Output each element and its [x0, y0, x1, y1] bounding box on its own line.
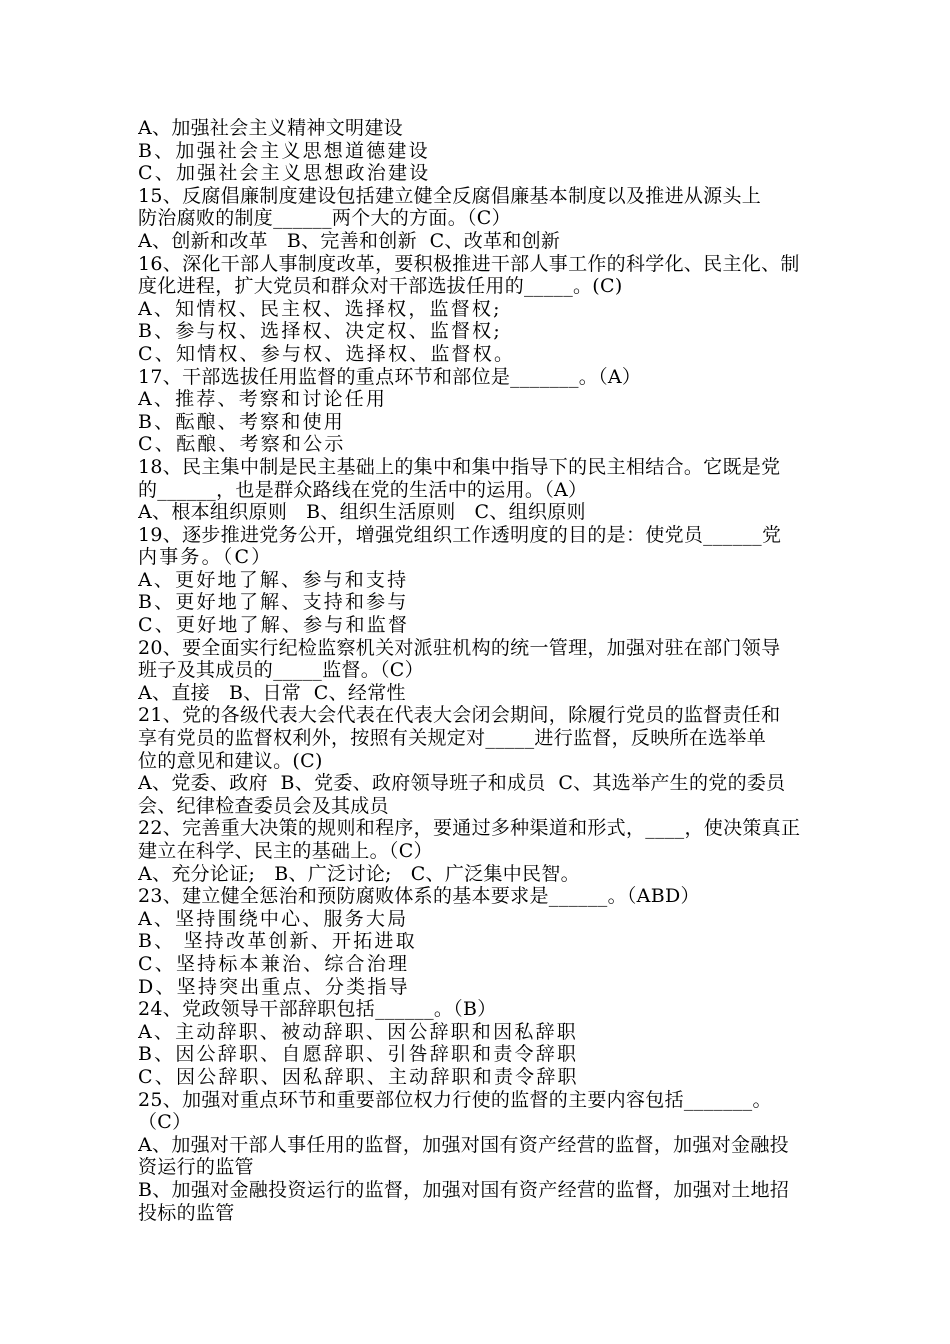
text-line: B、参与权、选择权、决定权、监督权; — [138, 320, 502, 343]
text-line: A、创新和改革 B、完善和创新 C、改革和创新 — [138, 229, 561, 252]
text-line: C、更好地了解、参与和监督 — [138, 614, 410, 637]
text-line: B、因公辞职、自愿辞职、引咎辞职和责令辞职 — [138, 1043, 579, 1066]
text-line: A、充分论证; B、广泛讨论; C、广泛集中民智。 — [138, 862, 580, 885]
question-21-text: 21、党的各级代表大会代表在代表大会闭会期间，除履行党员的监督责任和 — [138, 704, 781, 727]
question-15-text: 15、反腐倡廉制度建设包括建立健全反腐倡廉基本制度以及推进从源头上 — [138, 184, 762, 207]
text-line: 防治腐败的制度______两个大的方面。（C） — [138, 207, 511, 230]
text-line: C、酝酿、考察和公示 — [138, 433, 346, 456]
text-line: A、加强对干部人事任用的监督，加强对国有资产经营的监督，加强对金融投 — [138, 1133, 789, 1156]
text-line: A、加强社会主义精神文明建设 — [138, 117, 403, 139]
text-line: A、主动辞职、被动辞职、因公辞职和因私辞职 — [138, 1020, 578, 1043]
text-line: 内事务。（C） — [138, 546, 273, 569]
text-line: A、根本组织原则 B、组织生活原则 C、组织原则 — [138, 501, 586, 524]
text-line: D、坚持突出重点、分类指导 — [138, 975, 410, 998]
question-23-text: 23、建立健全惩治和预防腐败体系的基本要求是______。（ABD） — [138, 885, 700, 908]
question-24-text: 24、党政领导干部辞职包括______。（B） — [138, 998, 497, 1021]
text-line: B、加强社会主义思想道德建设 — [138, 139, 430, 162]
text-line: B、更好地了解、支持和参与 — [138, 591, 409, 614]
text-line: 度化进程，扩大党员和群众对干部选拔任用的_____。(C) — [138, 275, 623, 298]
question-19-text: 19、逐步推进党务公开，增强党组织工作透明度的目的是：使党员______党 — [138, 523, 782, 546]
text-line: 建立在科学、民主的基础上。（C） — [138, 840, 433, 862]
question-22-text: 22、完善重大决策的规则和程序，要通过多种渠道和形式，____，使决策真正 — [138, 817, 801, 840]
text-line: B、酝酿、考察和使用 — [138, 410, 345, 433]
text-line: B、加强对金融投资运行的监督，加强对国有资产经营的监督，加强对土地招 — [138, 1178, 790, 1201]
text-line: 投标的监管 — [138, 1201, 235, 1224]
question-16-text: 16、深化干部人事制度改革，要积极推进干部人事工作的科学化、民主化、制 — [138, 252, 800, 275]
text-line: B、 坚持改革创新、开拓进取 — [138, 930, 417, 953]
text-line: C、因公辞职、因私辞职、主动辞职和责令辞职 — [138, 1065, 579, 1088]
text-line: 班子及其成员的_____监督。（C） — [138, 659, 424, 682]
text-line: A、直接 B、日常 C、经常性 — [138, 681, 406, 704]
text-line: 会、纪律检查委员会及其成员 — [138, 794, 389, 817]
text-line: A、坚持围绕中心、服务大局 — [138, 907, 409, 930]
question-20-text: 20、要全面实行纪检监察机关对派驻机构的统一管理，加强对驻在部门领导 — [138, 636, 781, 659]
question-25-text: 25、加强对重点环节和重要部位权力行使的监督的主要内容包括_______。 — [138, 1088, 772, 1111]
question-18-text: 18、民主集中制是民主基础上的集中和集中指导下的民主相结合。它既是党 — [138, 455, 781, 478]
text-line: A、更好地了解、参与和支持 — [138, 568, 409, 591]
text-line: A、知情权、民主权、选择权，监督权; — [138, 297, 502, 320]
question-17-text: 17、干部选拔任用监督的重点环节和部位是_______。（A） — [138, 365, 642, 388]
text-line: C、知情权、参与权、选择权、监督权。 — [138, 342, 516, 365]
text-line: 享有党员的监督权利外，按照有关规定对_____进行监督，反映所在选举单 — [138, 727, 767, 750]
text-line: 的______，也是群众路线在党的生活中的运用。（A） — [138, 478, 588, 501]
text-line: A、党委、政府 B、党委、政府领导班子和成员 C、其选举产生的党的委员 — [138, 772, 786, 795]
text-line: 位的意见和建议。(C) — [138, 749, 323, 772]
text-line: C、坚持标本兼治、综合治理 — [138, 952, 410, 975]
text-line: 资运行的监管 — [138, 1156, 254, 1179]
text-line: A、推荐、考察和讨论任用 — [138, 388, 388, 411]
text-line: （C） — [138, 1111, 192, 1134]
text-line: C、加强社会主义思想政治建设 — [138, 162, 431, 185]
document-body — [138, 117, 863, 1224]
